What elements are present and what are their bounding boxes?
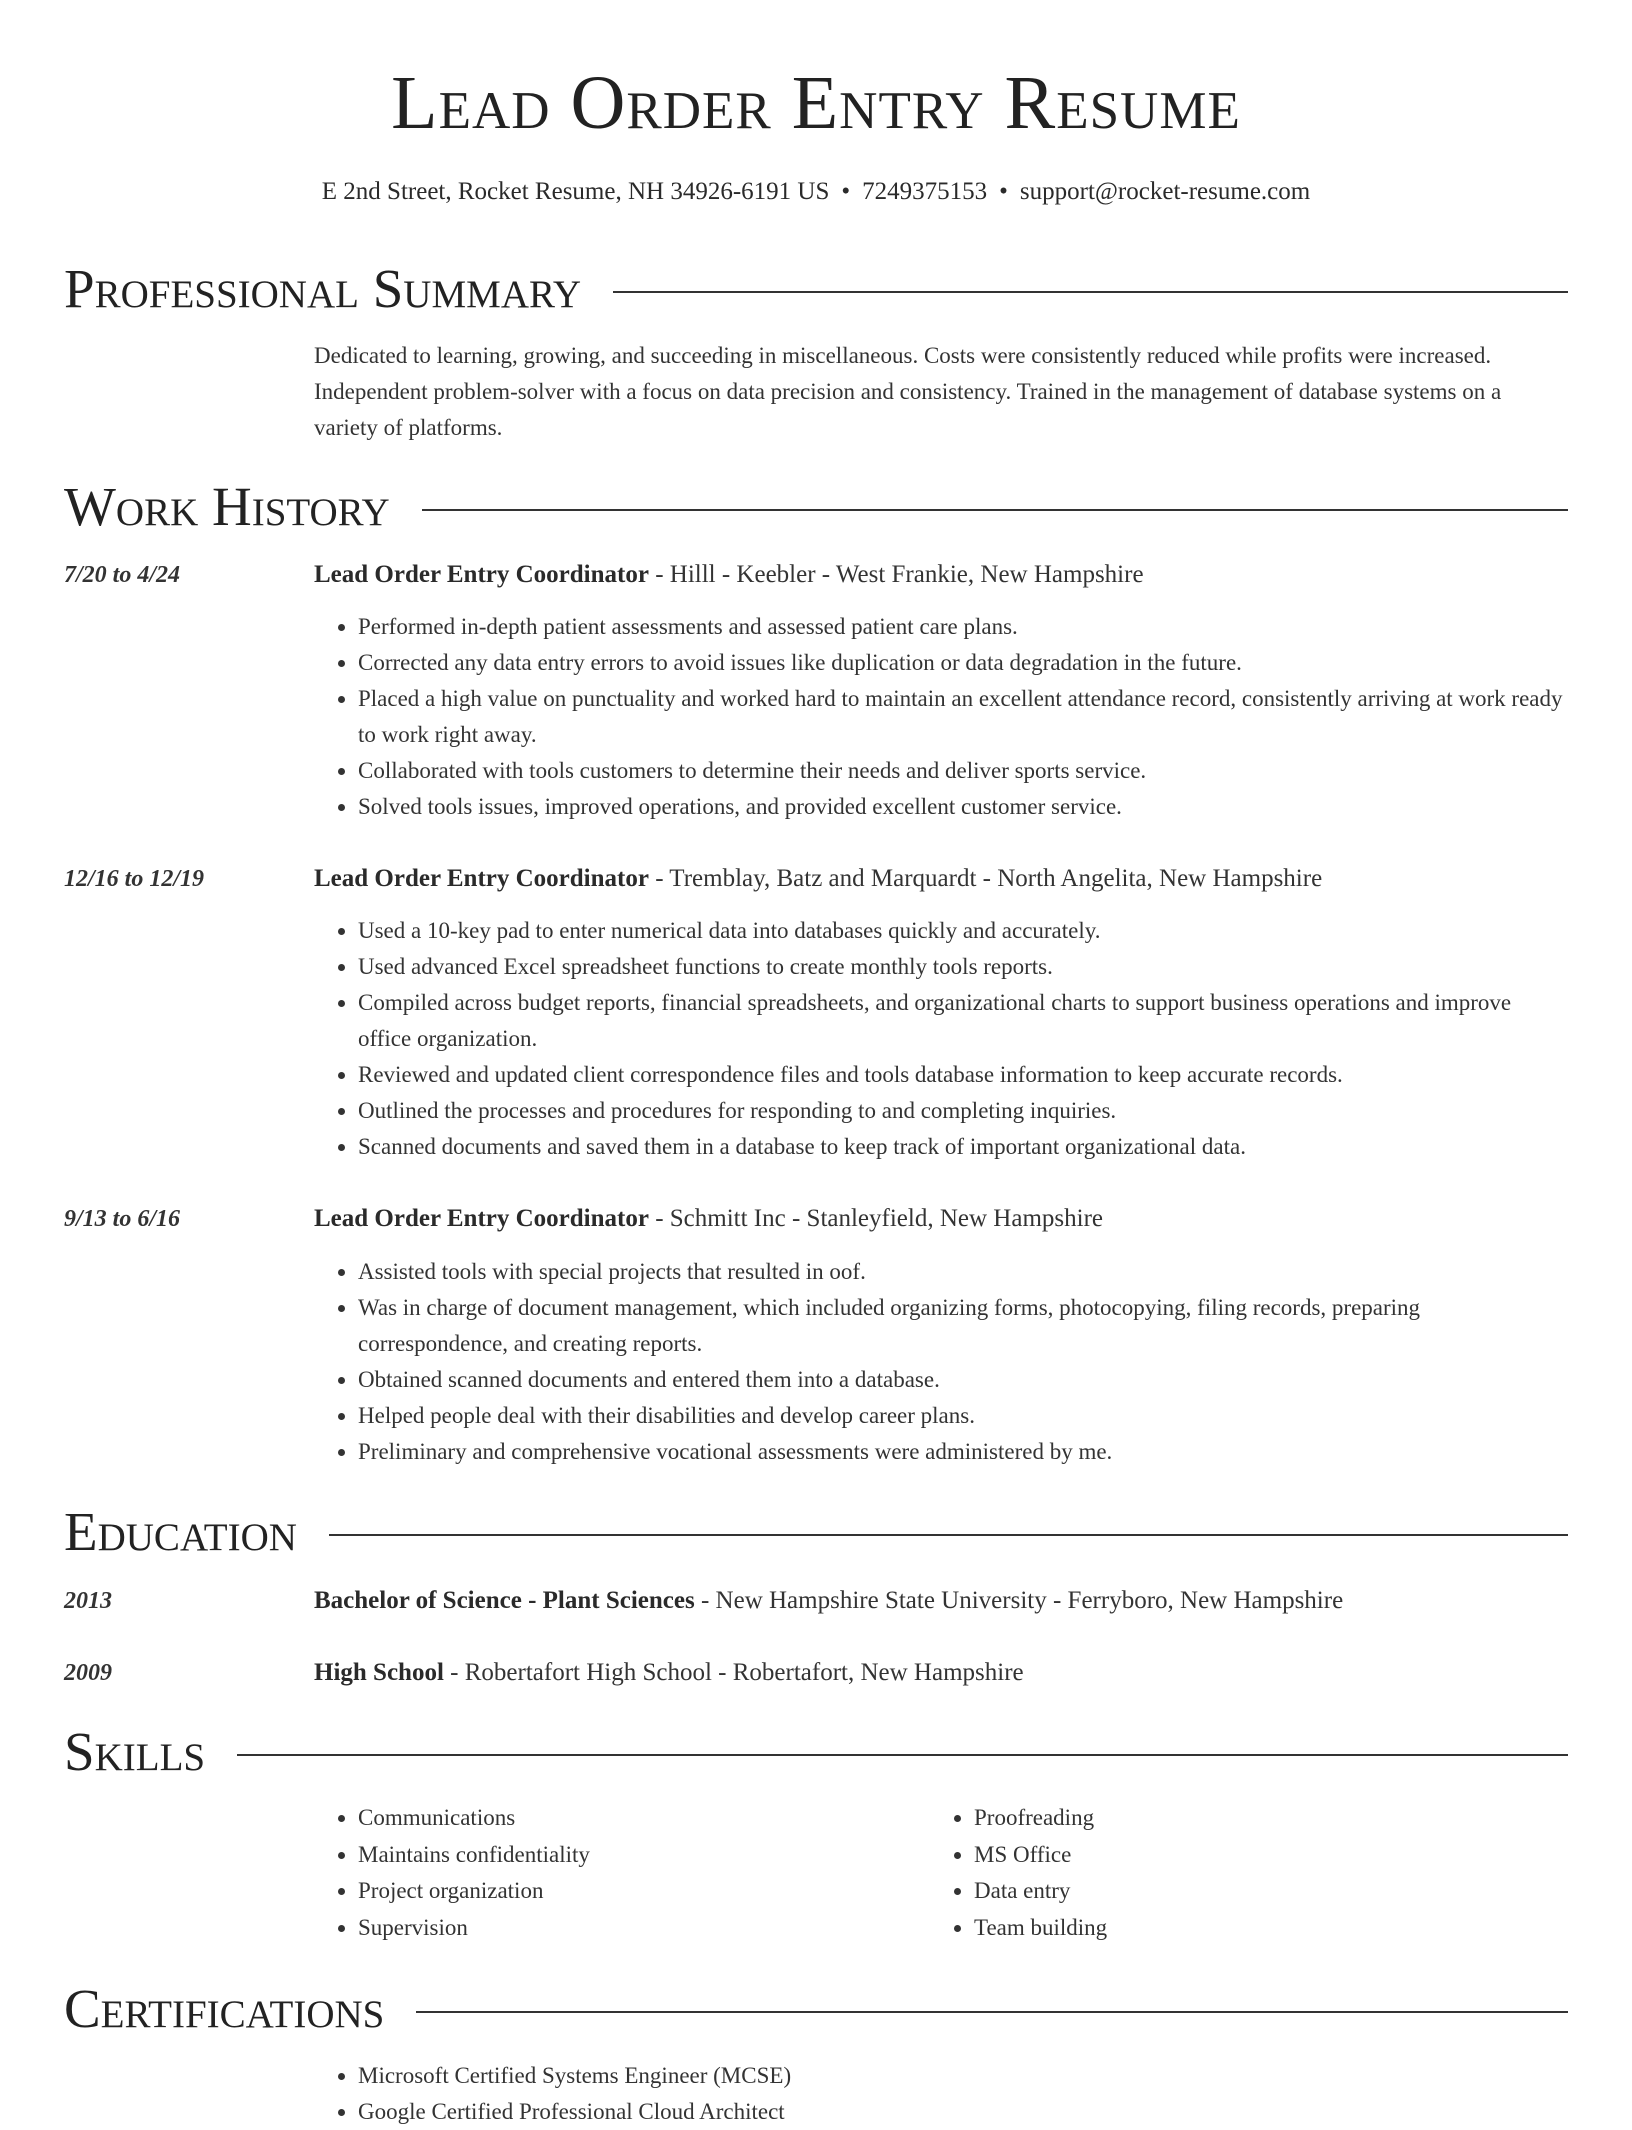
skills-list-right	[930, 1800, 1490, 1946]
list-item: • Helped people deal with their disabilities and develop career plans.	[358, 1398, 1568, 1434]
section-divider	[422, 509, 1568, 511]
list-item: • Solved tools issues, improved operations, and provided excellent customer service.	[358, 789, 1568, 825]
list-item: • Used a 10-key pad to enter numerical data into databases quickly and accurately.	[358, 913, 1568, 949]
job-title: Lead Order Entry Coordinator	[314, 865, 649, 892]
skill-item: • Data entry	[974, 1873, 1490, 1910]
skill-item: • MS Office	[974, 1837, 1490, 1874]
section-title-education: Education	[64, 1501, 297, 1562]
list-item: • Was in charge of document management, which included organizing forms, photocopying, filing records, preparing correspondence, and creating reports.	[358, 1290, 1568, 1362]
work-bullets	[314, 1254, 1568, 1470]
skill-item: • Communications	[358, 1800, 874, 1837]
skill-item: • Project organization	[358, 1873, 874, 1910]
list-item: • Outlined the processes and procedures for responding to and completing inquiries.	[358, 1093, 1568, 1129]
section-title-work-history: Work History	[64, 476, 390, 537]
degree: Bachelor of Science - Plant Sciences	[314, 1587, 695, 1614]
contact-separator: •	[999, 178, 1008, 205]
list-item: • Placed a high value on punctuality and worked hard to maintain an excellent attendance record, consistently arriving at work ready to work right away.	[358, 681, 1568, 753]
section-header-summary	[64, 254, 1568, 324]
work-bullets	[314, 609, 1568, 825]
list-item: • Assisted tools with special projects that resulted in oof.	[358, 1254, 1568, 1290]
school: - Robertafort High School - Robertafort, New Hampshire	[443, 1659, 1024, 1686]
job-employer: - Hilll - Keebler - West Frankie, New Hampshire	[648, 561, 1144, 588]
skills-list-left	[314, 1800, 874, 1946]
section-title-summary: Professional Summary	[64, 258, 582, 319]
list-item: • Reviewed and updated client correspondence files and tools database information to keep accurate records.	[358, 1057, 1568, 1093]
section-divider	[416, 2011, 1568, 2013]
education-heading	[314, 1583, 1568, 1619]
skill-item: • Supervision	[358, 1910, 874, 1947]
section-divider	[329, 1534, 1568, 1536]
section-title-certifications: Certifications	[64, 1978, 385, 2039]
section-header-education	[64, 1497, 1568, 1567]
list-item: • Compiled across budget reports, financial spreadsheets, and organizational charts to support business operations and improve office organization.	[358, 985, 1568, 1057]
job-title: Lead Order Entry Coordinator	[314, 1205, 649, 1232]
section-divider	[613, 291, 1568, 293]
job-title: Lead Order Entry Coordinator	[314, 561, 649, 588]
work-heading	[314, 861, 1568, 897]
summary-text: Dedicated to learning, growing, and succeeding in miscellaneous. Costs were consistently reduced while profits were increased. Independent problem-solver with a focus on data precision and consistency. Trained in the management of database systems on a variety of platforms.	[314, 343, 1502, 440]
list-item: • Collaborated with tools customers to determine their needs and deliver sports service.	[358, 753, 1568, 789]
certification-item: • Microsoft Certified Systems Engineer (MCSE)	[358, 2058, 1568, 2094]
section-header-skills	[64, 1717, 1568, 1787]
list-item: • Used advanced Excel spreadsheet functions to create monthly tools reports.	[358, 949, 1568, 985]
certification-item: • Google Certified Professional Cloud Architect	[358, 2094, 1568, 2130]
list-item: • Scanned documents and saved them in a database to keep track of important organizational data.	[358, 1129, 1568, 1165]
contact-phone: 7249375153	[862, 178, 988, 205]
work-date: 12/16 to 12/19	[64, 866, 205, 892]
job-employer: - Tremblay, Batz and Marquardt - North Angelita, New Hampshire	[648, 865, 1323, 892]
list-item: • Obtained scanned documents and entered them into a database.	[358, 1362, 1568, 1398]
work-heading	[314, 1201, 1568, 1237]
contact-line	[0, 174, 1632, 210]
degree: High School	[314, 1659, 444, 1686]
skill-item: • Proofreading	[974, 1800, 1490, 1837]
work-bullets	[314, 913, 1568, 1165]
skill-item: • Team building	[974, 1910, 1490, 1947]
contact-address: E 2nd Street, Rocket Resume, NH 34926-6191 US	[321, 178, 830, 205]
list-item: • Performed in-depth patient assessments and assessed patient care plans.	[358, 609, 1568, 645]
section-divider	[237, 1754, 1568, 1756]
skill-item: • Maintains confidentiality	[358, 1837, 874, 1874]
list-item: • Preliminary and comprehensive vocational assessments were administered by me.	[358, 1434, 1568, 1470]
section-title-skills: Skills	[64, 1721, 206, 1782]
contact-separator: •	[841, 178, 851, 205]
education-heading	[314, 1655, 1568, 1691]
certifications-list	[314, 2058, 1568, 2130]
section-header-work-history	[64, 472, 1568, 542]
list-item: • Corrected any data entry errors to avoid issues like duplication or data degradation in the future.	[358, 645, 1568, 681]
section-header-certifications	[64, 1974, 1568, 2044]
work-date: 9/13 to 6/16	[64, 1206, 181, 1232]
job-employer: - Schmitt Inc - Stanleyfield, New Hampshire	[648, 1205, 1103, 1232]
education-date: 2013	[64, 1588, 112, 1614]
school: - New Hampshire State University - Ferryboro, New Hampshire	[694, 1587, 1344, 1614]
education-date: 2009	[64, 1660, 112, 1686]
contact-email: support@rocket-resume.com	[1019, 178, 1311, 205]
resume-title: Lead Order Entry Resume	[391, 61, 1241, 145]
work-heading	[314, 557, 1568, 593]
work-date: 7/20 to 4/24	[64, 562, 181, 588]
